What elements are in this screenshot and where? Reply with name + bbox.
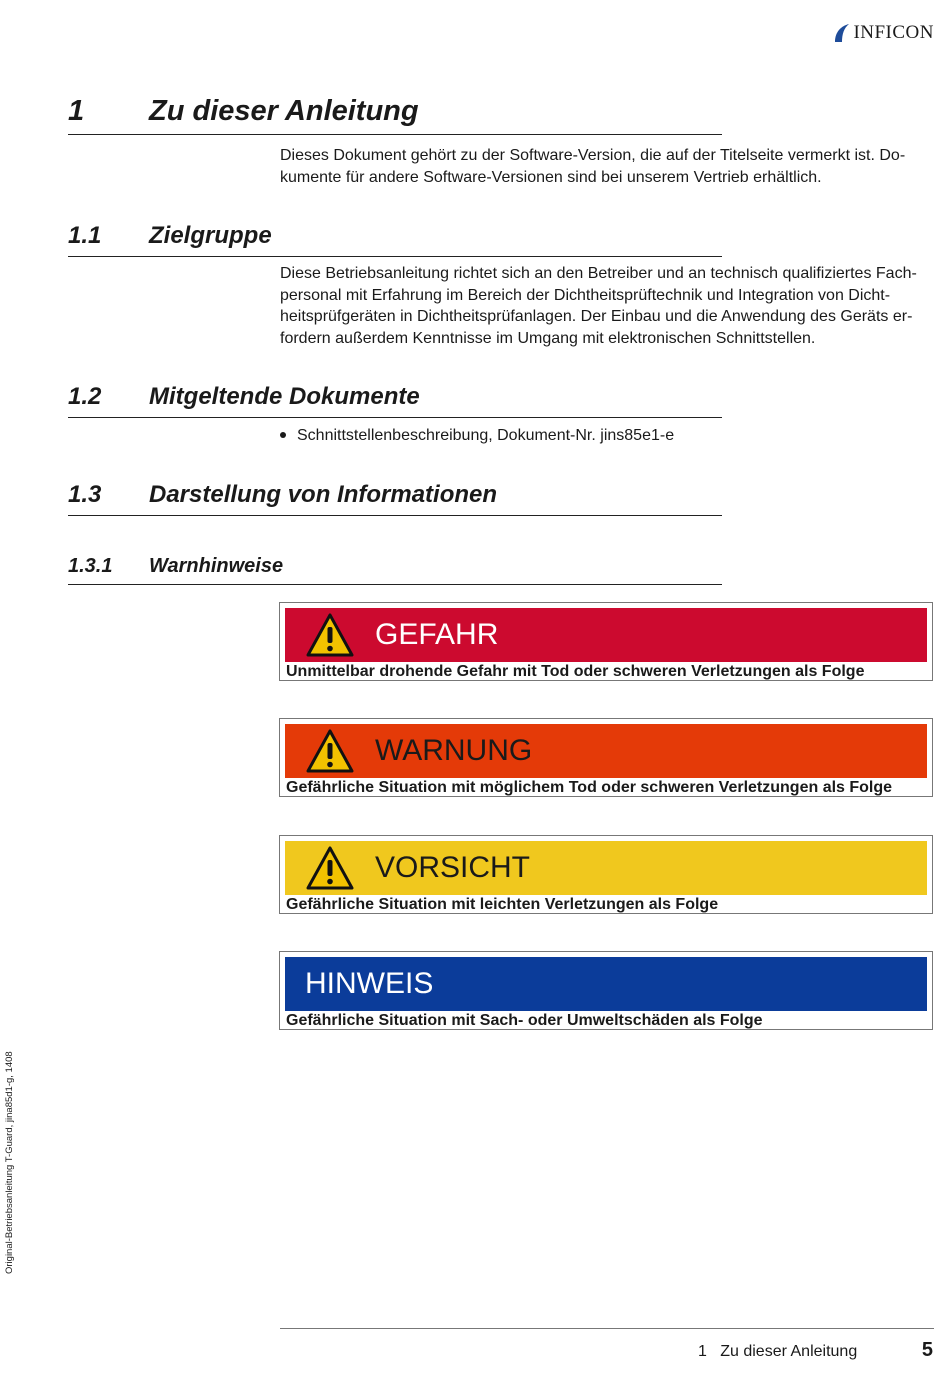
heading-darstellung	[68, 471, 722, 516]
heading-chapter	[68, 84, 722, 135]
warning-description: Unmittelbar drohende Gefahr mit Tod oder schweren Verletzungen als Folge	[286, 663, 865, 680]
heading-warnhinweise	[68, 548, 722, 585]
heading-number: 1	[68, 95, 85, 127]
warning-description: Gefährliche Situation mit Sach- oder Umweltschäden als Folge	[286, 1012, 763, 1029]
logo-text: INFICON	[853, 22, 934, 43]
heading-title: Darstellung von Informationen	[149, 481, 498, 508]
warning-box-vorsicht	[279, 835, 933, 914]
signal-band	[285, 608, 927, 662]
warning-triangle-icon	[305, 728, 355, 774]
document-reference: Original-Betriebsanleitung T-Guard, jina85d1-g, 1408	[4, 1051, 15, 1274]
heading-number: 1.2	[68, 383, 102, 410]
signal-band	[285, 841, 927, 895]
heading-zielgruppe	[68, 212, 722, 257]
heading-title: Mitgeltende Dokumente	[149, 383, 420, 410]
paragraph-intro: Dieses Dokument gehört zu der Software-Version, die auf der Titelseite vermerkt ist. Do- kumente für andere Software-Versionen sind bei unserem Vertrieb erhältlich.	[280, 147, 906, 186]
heading-title: Zu dieser Anleitung	[149, 95, 419, 127]
heading-title: Warnhinweise	[149, 555, 284, 577]
heading-number: 1.3.1	[68, 555, 113, 577]
warning-box-gefahr	[279, 602, 933, 681]
signal-band	[285, 957, 927, 1011]
inficon-logo	[833, 22, 934, 44]
footer-divider	[280, 1328, 934, 1329]
signal-word: HINWEIS	[305, 967, 434, 1000]
heading-number: 1.1	[68, 222, 102, 249]
list-item-text: Schnittstellenbeschreibung, Dokument-Nr. jins85e1-e	[297, 427, 675, 444]
signal-word: VORSICHT	[375, 851, 531, 884]
signal-word: GEFAHR	[375, 618, 499, 651]
warning-triangle-icon	[305, 845, 355, 891]
signal-word: WARNUNG	[375, 734, 533, 767]
paragraph-zielgruppe: Diese Betriebsanleitung richtet sich an den Betreiber und an technisch qualifiziertes Fach- personal mit Erfahrung im Bereich der Dichtheitsprüftechnik und Integration von Dicht- heitsprüfgeräten in Dichtheitsprüfanlagen. Der Einbau und die Anwendung des Geräts er- fordern außerdem Kenntnisse im Umgang mit elektronischen Schnittstellen.	[280, 265, 917, 347]
warning-box-warnung	[279, 718, 933, 797]
list-item	[280, 425, 674, 447]
heading-title: Zielgruppe	[149, 222, 272, 249]
bullet-icon	[280, 432, 286, 438]
page-number: 5	[921, 1339, 933, 1361]
warning-box-hinweis	[279, 951, 933, 1030]
signal-band	[285, 724, 927, 778]
warning-description: Gefährliche Situation mit möglichem Tod oder schweren Verletzungen als Folge	[286, 779, 893, 796]
warning-triangle-icon	[305, 612, 355, 658]
warning-description: Gefährliche Situation mit leichten Verletzungen als Folge	[286, 896, 719, 913]
heading-number: 1.3	[68, 481, 102, 508]
inficon-logo-mark-icon	[833, 22, 851, 44]
heading-mitgeltende-dokumente	[68, 373, 722, 418]
footer-chapter: 1 Zu dieser Anleitung	[698, 1343, 858, 1360]
